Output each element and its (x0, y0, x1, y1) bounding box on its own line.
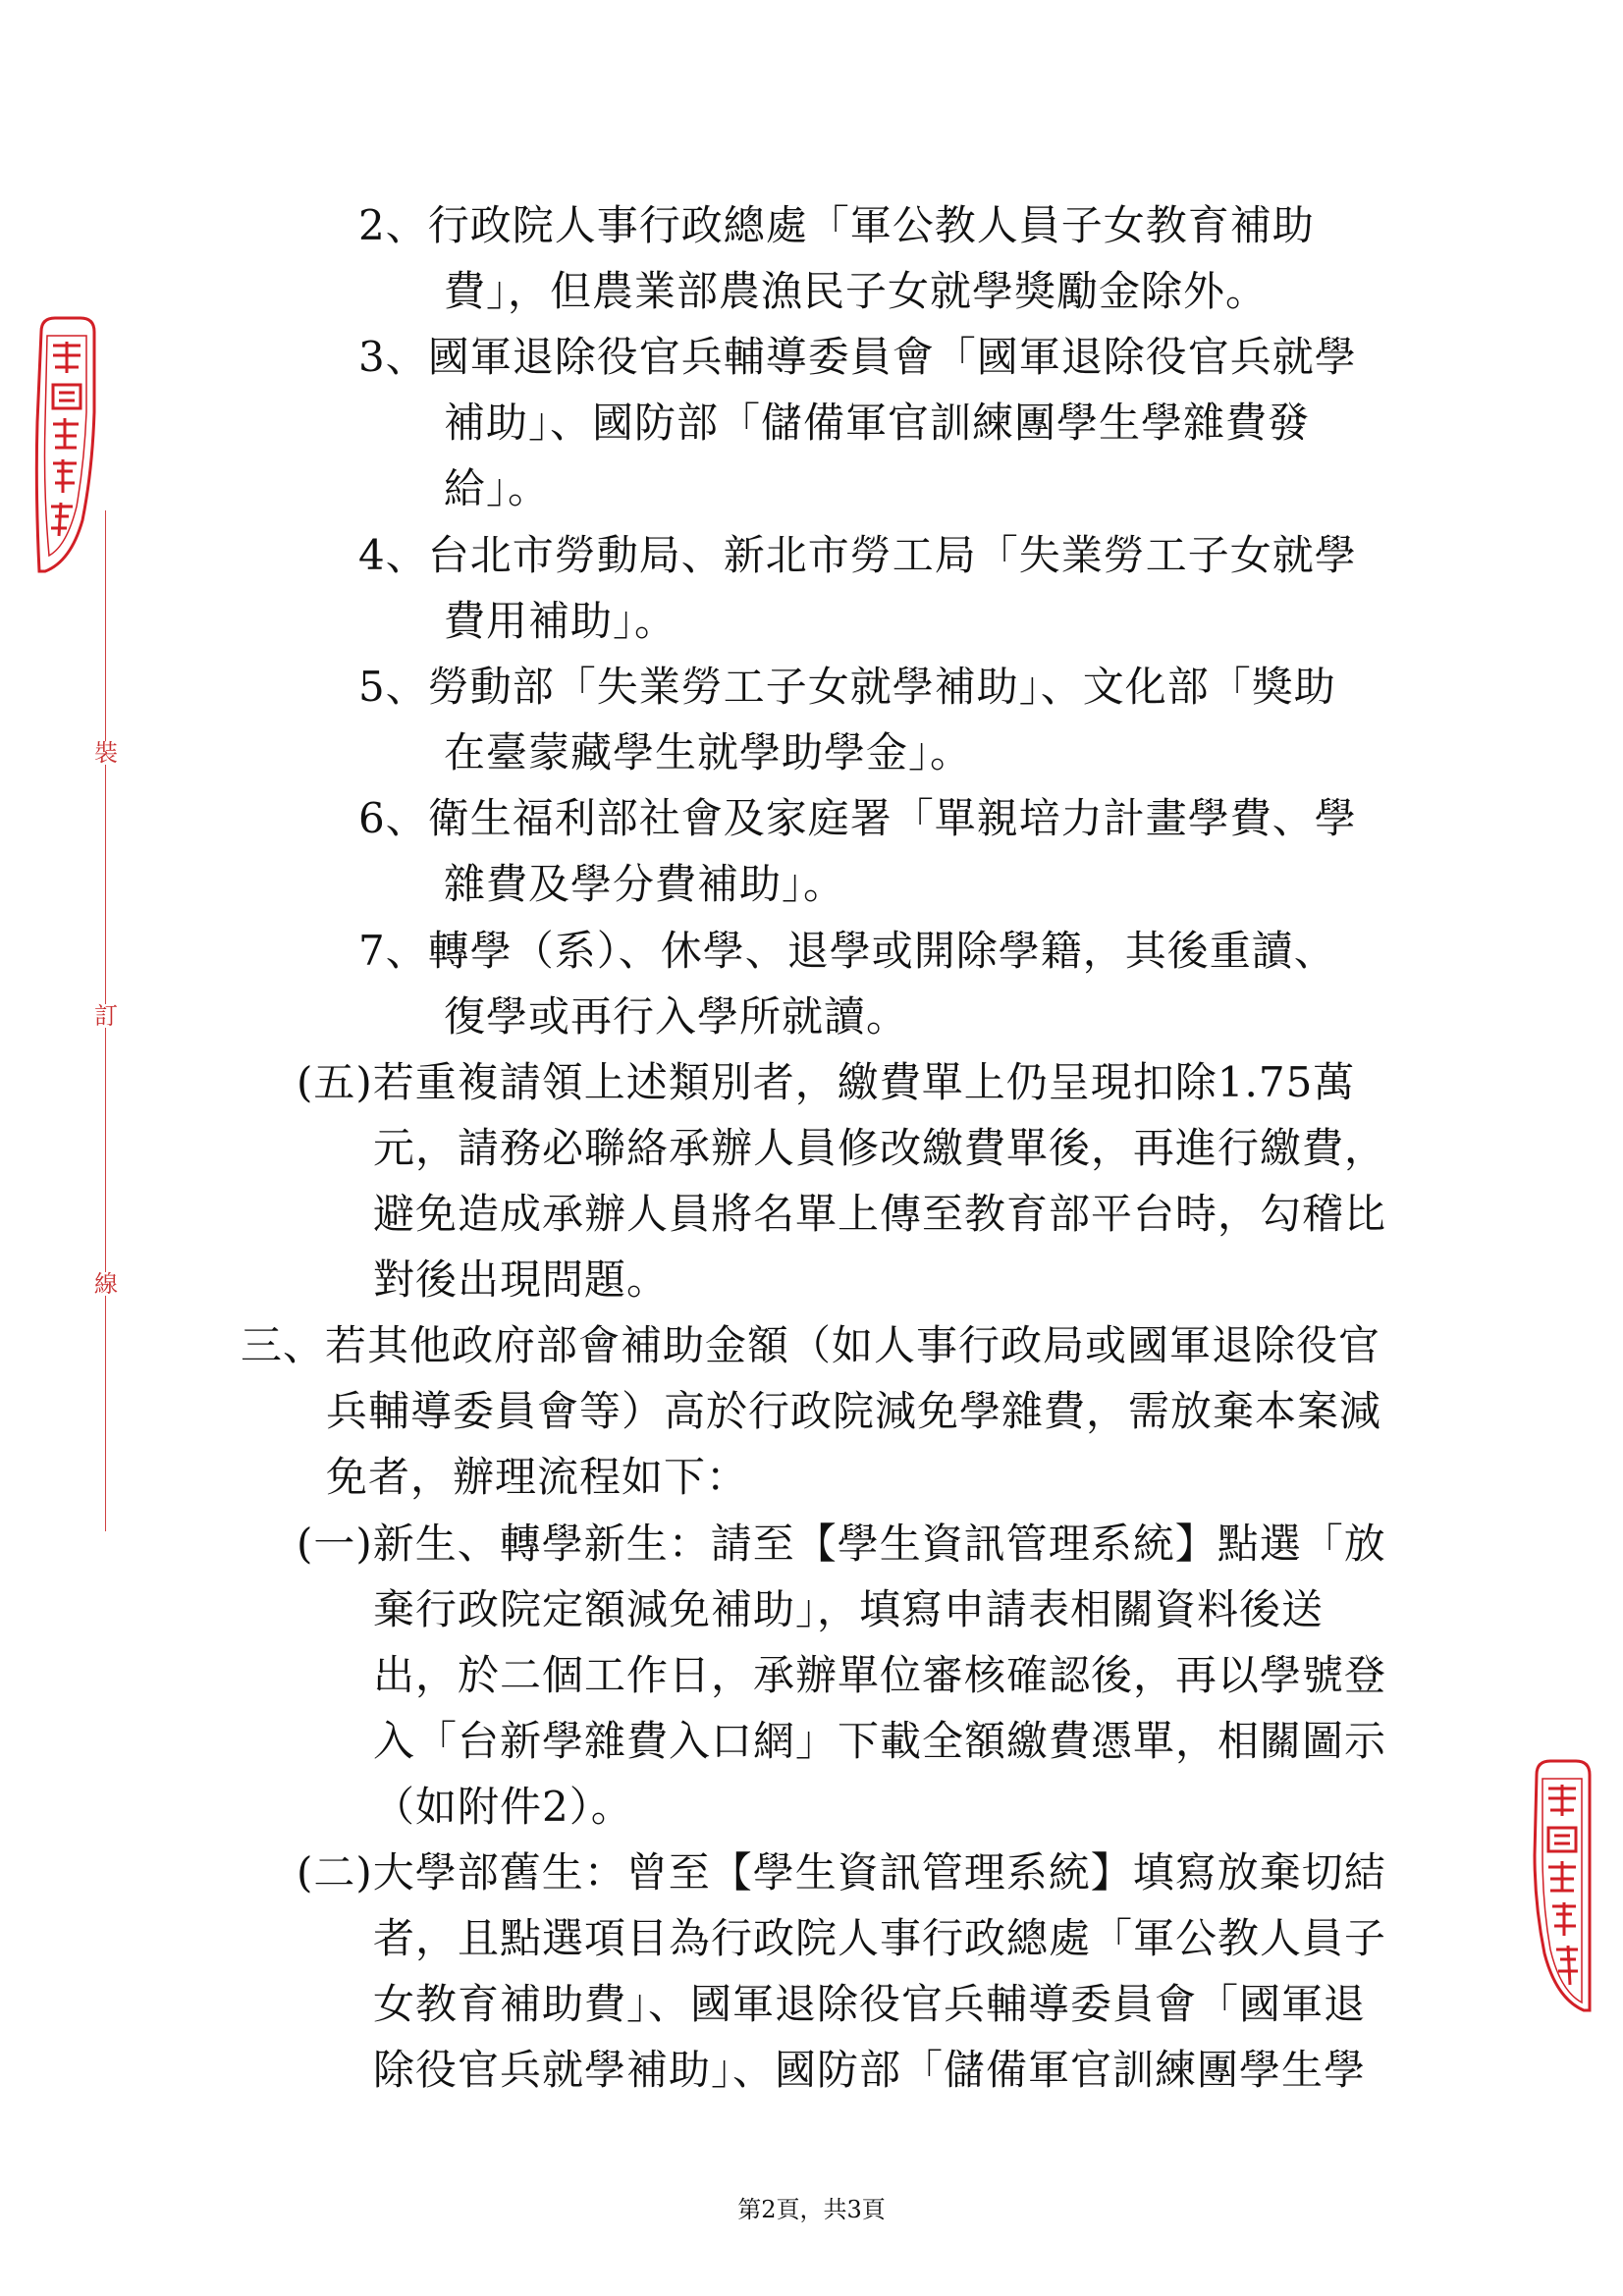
section-3-line-3: 免者，辦理流程如下： (326, 1453, 749, 1501)
item-6-line-2: 雜費及學分費補助」。 (444, 860, 846, 908)
section-3-1-line-2: 棄行政院定額減免補助」，填寫申請表相關資料後送 (373, 1585, 1325, 1633)
section-3-2-line-3: 女教育補助費」、國軍退除役官兵輔導委員會「國軍退 (373, 1980, 1367, 2028)
section-3-2-line-1: (二)大學部舊生：曾至【學生資訊管理系統】填寫放棄切結 (297, 1848, 1386, 1896)
item-2-line-2: 費」，但農業部農漁民子女就學獎勵金除外。 (444, 267, 1269, 315)
section-3-1-line-1: (一)新生、轉學新生：請至【學生資訊管理系統】點選「放 (297, 1520, 1386, 1568)
item-5-paren-line-3: 避免造成承辦人員將名單上傳至教育部平台時，勾稽比 (373, 1190, 1387, 1238)
section-3-2-line-2: 者，且點選項目為行政院人事行政總處「軍公教人員子 (373, 1914, 1387, 1962)
section-3-line-2: 兵輔導委員會等）高於行政院減免學雜費，需放棄本案減 (326, 1387, 1382, 1435)
item-5-paren-line-4: 對後出現問題。 (373, 1255, 670, 1304)
binding-label-ding: 訂 (94, 1002, 118, 1030)
item-5-paren-line-2: 元，請務必聯絡承辦人員修改繳費單後，再進行繳費， (373, 1124, 1387, 1172)
section-3-1-line-3: 出，於二個工作日，承辦單位審核確認後，再以學號登 (373, 1651, 1387, 1699)
item-3-line-2: 補助」、國防部「儲備軍官訓練團學生學雜費發 (444, 399, 1311, 447)
left-seal-stamp (33, 314, 102, 577)
item-3-line-1: 3、國軍退除役官兵輔導委員會「國軍退除役官兵就學 (358, 333, 1357, 381)
item-5-line-2: 在臺蒙藏學生就學助學金」。 (444, 728, 973, 776)
item-6-line-1: 6、衛生福利部社會及家庭署「單親培力計畫學費、學 (358, 794, 1357, 842)
section-3-2-line-4: 除役官兵就學補助」、國防部「儲備軍官訓練團學生學 (373, 2046, 1367, 2094)
item-2-line-1: 2、行政院人事行政總處「軍公教人員子女教育補助 (358, 201, 1315, 249)
binding-label-xian: 線 (94, 1270, 118, 1298)
item-3-line-3: 給」。 (444, 464, 551, 512)
page-number-footer: 第2頁，共3頁 (737, 2196, 886, 2223)
item-4-line-2: 費用補助」。 (444, 597, 677, 645)
right-seal-stamp (1527, 1757, 1596, 2017)
section-3-1-line-4: 入「台新學雜費入口網」下載全額繳費憑單，相關圖示 (373, 1717, 1387, 1765)
item-4-line-1: 4、台北市勞動局、新北市勞工局「失業勞工子女就學 (358, 531, 1357, 579)
section-3-1-line-5: （如附件2）。 (373, 1783, 633, 1831)
section-3-line-1: 三、若其他政府部會補助金額（如人事行政局或國軍退除役官 (241, 1321, 1381, 1369)
binding-label-zhuang: 裝 (94, 739, 118, 767)
item-7-line-2: 復學或再行入學所就讀。 (444, 992, 909, 1041)
item-5-line-1: 5、勞動部「失業勞工子女就學補助」、文化部「獎助 (358, 663, 1336, 711)
item-5-paren-line-1: (五)若重複請領上述類別者，繳費單上仍呈現扣除1.75萬 (297, 1058, 1356, 1106)
item-7-line-1: 7、轉學（系）、休學、退學或開除學籍，其後重讀、 (358, 927, 1336, 975)
